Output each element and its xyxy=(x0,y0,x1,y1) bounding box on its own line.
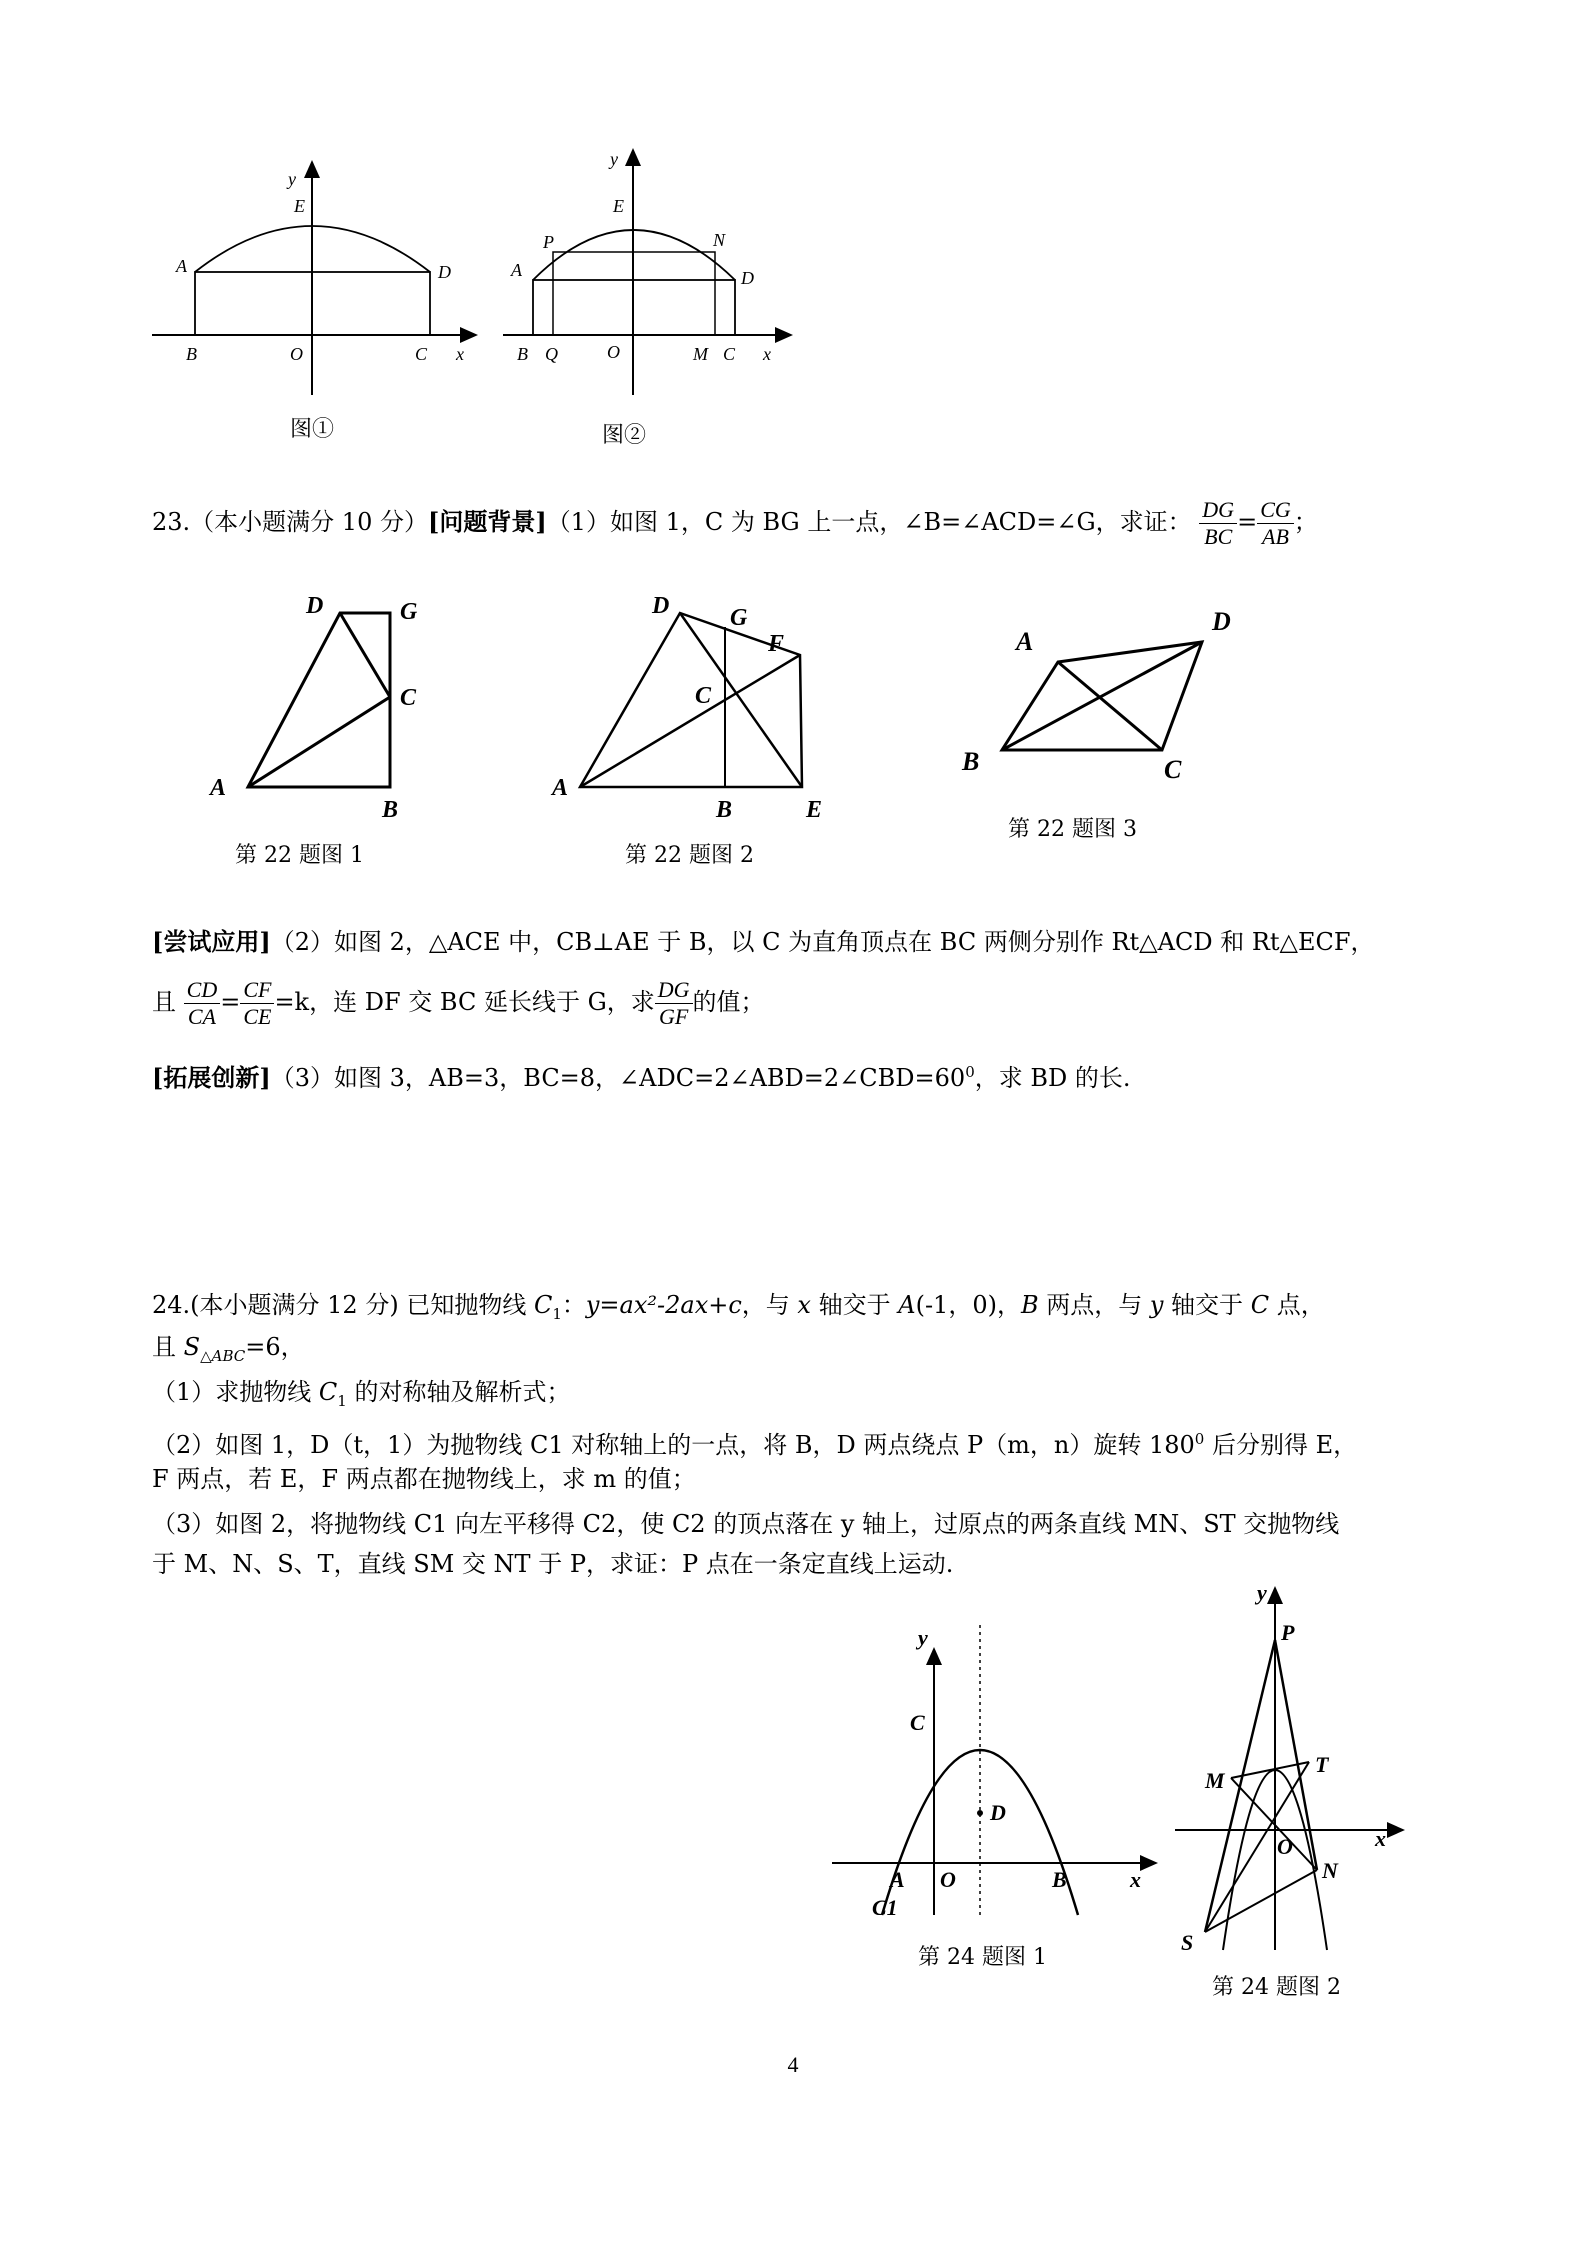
label-x: x xyxy=(1130,1867,1141,1892)
caption-figure-2: 图② xyxy=(602,423,647,448)
figure-arch-1 xyxy=(140,150,480,440)
label-y: y xyxy=(1257,1580,1267,1605)
fraction-CF-CE: $\frac{CF}{CE}$ xyxy=(240,977,274,1030)
caption-fig-24-2: 第 24 题图 2 xyxy=(1212,1975,1341,2000)
label-y: y xyxy=(610,149,618,169)
q23-background-tag: [问题背景] xyxy=(427,507,547,536)
label-y: y xyxy=(918,1625,928,1650)
label-O: O xyxy=(607,342,620,362)
q24-text: y xyxy=(1149,1291,1164,1319)
label-B: B xyxy=(716,797,733,823)
q23-part1: （1）如图 1，C 为 BG 上一点，∠B=∠ACD=∠G，求证： xyxy=(546,508,1192,536)
label-A: A xyxy=(210,775,227,801)
q24-text: B xyxy=(1020,1291,1039,1319)
label-O: O xyxy=(290,344,303,364)
q24-text: 24.(本小题满分 12 分) 已知抛物线 xyxy=(152,1291,534,1319)
label-M: M xyxy=(1205,1768,1225,1793)
q24-text: C xyxy=(318,1378,338,1406)
q24-text: 轴交于 xyxy=(1163,1291,1251,1319)
equals-sign: = xyxy=(220,988,241,1016)
q23-part3: （3）如图 3，AB=3，BC=8，∠ADC=2∠ABD=2∠CBD=60 xyxy=(270,1064,966,1092)
q24-text: A xyxy=(898,1291,916,1319)
label-P: P xyxy=(543,232,554,252)
q24-text: △ABC xyxy=(200,1346,246,1365)
label-C: C xyxy=(415,344,428,364)
label-B: B xyxy=(186,344,197,364)
label-B: B xyxy=(517,344,528,364)
q24-part-2-line-1 xyxy=(152,1422,1357,1462)
q24-line-2 xyxy=(152,1330,305,1373)
q24-text: =6， xyxy=(245,1333,305,1361)
q23-part2-a: （2）如图 2，△ACE 中，CB⊥AE 于 B，以 C 为直角顶点在 BC 两侧分别作 Rt△ACD 和 Rt△ECF， xyxy=(270,928,1375,956)
q24-text: 1 xyxy=(552,1304,562,1323)
figure-arch-2 xyxy=(495,140,795,440)
caption-fig-22-3: 第 22 题图 3 xyxy=(1008,817,1137,842)
label-C: C xyxy=(910,1710,925,1735)
label-S: S xyxy=(1181,1930,1194,1955)
label-A: A xyxy=(1016,627,1034,656)
page-number: 4 xyxy=(787,2052,799,2077)
q24-part-2-line-2: F 两点，若 E，F 两点都在抛物线上，求 m 的值； xyxy=(152,1465,696,1493)
q24-part-3-line-2: 于 M、N、S、T，直线 SM 交 NT 于 P，求证：P 点在一条定直线上运动. xyxy=(152,1550,954,1578)
label-C: C xyxy=(695,683,712,709)
equals-sign: = xyxy=(1237,508,1258,536)
q23-line-1 xyxy=(152,497,1318,550)
q23-part2-b1: 且 xyxy=(152,988,176,1016)
figure-24-2 xyxy=(1165,1580,1405,1960)
point-D xyxy=(977,1810,983,1816)
degree-sup: 0 xyxy=(965,1063,975,1081)
degree-sup: 0 xyxy=(1194,1430,1205,1448)
q24-text: 且 xyxy=(152,1333,184,1361)
q24-part-3-line-1: （3）如图 2，将抛物线 C1 向左平移得 C2，使 C2 的顶点落在 y 轴上，过原点的两条直线 MN、ST 交抛物线 xyxy=(152,1510,1340,1538)
q24-text: 1 xyxy=(337,1391,347,1410)
label-B: B xyxy=(1052,1867,1067,1892)
q24-text: 后分别得 E， xyxy=(1204,1431,1358,1459)
q24-text: x xyxy=(797,1291,811,1319)
label-E: E xyxy=(613,196,624,216)
q23-line-2 xyxy=(152,925,1375,959)
label-F: F xyxy=(768,631,785,657)
label-x: x xyxy=(456,344,464,364)
label-x: x xyxy=(763,344,771,364)
label-N: N xyxy=(1322,1858,1338,1883)
fraction-CG-AB: $\frac{CG}{AB}$ xyxy=(1257,497,1294,550)
figure-24-1 xyxy=(820,1615,1160,1925)
q23-part2-b2: =k，连 DF 交 BC 延长线于 G，求 xyxy=(274,988,655,1016)
fraction-DG-GF: $\frac{DG}{GF}$ xyxy=(655,977,693,1030)
q24-part-1 xyxy=(152,1375,570,1418)
label-D: D xyxy=(652,593,670,619)
label-C: C xyxy=(723,344,736,364)
label-D: D xyxy=(741,268,754,288)
q24-text: ： xyxy=(561,1291,586,1319)
label-M: M xyxy=(693,344,708,364)
fraction-CD-CA: $\frac{CD}{CA}$ xyxy=(184,977,221,1030)
caption-fig-24-1: 第 24 题图 1 xyxy=(918,1945,1047,1970)
figure-22-1 xyxy=(200,585,440,825)
q24-text: 点， xyxy=(1269,1291,1325,1319)
label-B: B xyxy=(962,747,980,776)
q23-intro: 23.（本小题满分 10 分） xyxy=(152,508,428,536)
label-D: D xyxy=(438,262,451,282)
label-C: C xyxy=(400,685,417,711)
caption-figure-1: 图① xyxy=(290,417,335,442)
label-A: A xyxy=(511,260,522,280)
label-D: D xyxy=(1212,607,1231,636)
q24-text: （2）如图 1，D（t，1）为抛物线 C1 对称轴上的一点，将 B，D 两点绕点 P（m，n）旋转 180 xyxy=(152,1431,1195,1459)
label-C: C xyxy=(1164,755,1182,784)
label-P: P xyxy=(1281,1620,1295,1645)
label-O: O xyxy=(1277,1834,1293,1859)
q24-text: ，与 xyxy=(741,1291,798,1319)
q23-try-tag: [尝试应用] xyxy=(152,927,271,956)
label-G: G xyxy=(730,605,748,631)
q24-equation: y=ax²-2ax+c xyxy=(585,1291,742,1319)
q23-line-4 xyxy=(152,1055,1131,1095)
label-Q: Q xyxy=(545,344,558,364)
q24-text: S xyxy=(183,1333,201,1361)
label-B: B xyxy=(382,797,399,823)
fraction-DG-BC: $\frac{DG}{BC}$ xyxy=(1199,497,1237,550)
q24-line-1 xyxy=(152,1288,1325,1331)
q24-text: C xyxy=(1250,1291,1270,1319)
label-D: D xyxy=(306,593,324,619)
caption-fig-22-2: 第 22 题图 2 xyxy=(625,843,754,868)
q23-part3-end: ，求 BD 的长. xyxy=(974,1064,1131,1092)
label-E: E xyxy=(806,797,823,823)
q24-text: 的对称轴及解析式； xyxy=(346,1378,571,1406)
label-A: A xyxy=(552,775,569,801)
q24-text: (-1，0)， xyxy=(915,1291,1021,1319)
q24-text: 轴交于 xyxy=(810,1291,899,1319)
q23-part1-end: ； xyxy=(1293,508,1318,536)
label-D: D xyxy=(990,1800,1006,1825)
figure-22-2 xyxy=(540,585,850,825)
figure-22-3 xyxy=(950,600,1250,810)
q23-ext-tag: [拓展创新] xyxy=(152,1063,271,1092)
label-G: G xyxy=(400,599,418,625)
q23-part2-b3: 的值； xyxy=(692,988,765,1016)
label-y: y xyxy=(288,169,296,189)
label-x: x xyxy=(1375,1826,1386,1851)
q24-text: （1）求抛物线 xyxy=(152,1378,319,1406)
caption-fig-22-1: 第 22 题图 1 xyxy=(235,843,364,868)
q24-text: C xyxy=(533,1291,553,1319)
label-A: A xyxy=(890,1867,905,1892)
label-A: A xyxy=(176,256,187,276)
label-N: N xyxy=(713,230,726,250)
q24-text: 两点，与 xyxy=(1038,1291,1150,1319)
label-C1: C1 xyxy=(872,1895,898,1920)
label-O: O xyxy=(940,1867,956,1892)
label-E: E xyxy=(294,196,305,216)
q23-line-3 xyxy=(152,972,765,1032)
label-T: T xyxy=(1315,1752,1329,1777)
